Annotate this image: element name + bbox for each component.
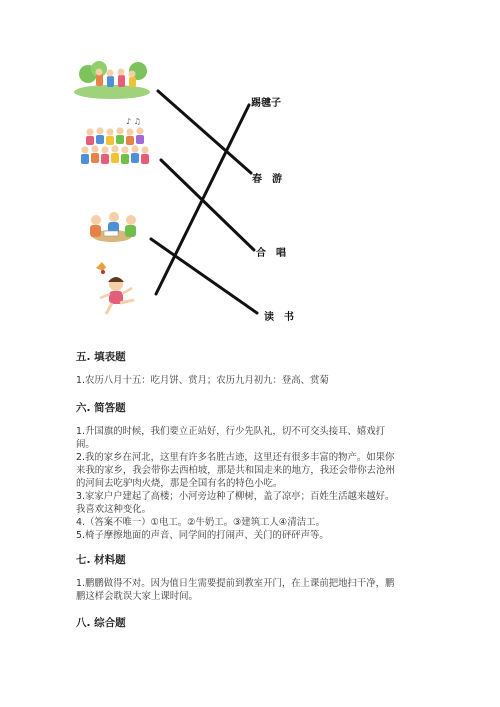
section5-title: 五. 填表题 xyxy=(76,351,126,363)
match-line-4 xyxy=(156,105,249,294)
label-reading: 读 书 xyxy=(264,312,294,323)
section5-answer: 1.农历八月十五：吃月饼、赏月；农历九月初九：登高、赏菊 xyxy=(76,375,329,386)
section6-line-4: 来我的家乡，我会带你去西柏坡，那是共和国走来的地方，我还会带你去沧州 xyxy=(76,465,395,476)
section7-line-2: 鹏这样会耽误大家上课时间。 xyxy=(76,591,198,602)
section6-line-5: 的河间去吃驴肉火烧，那是全国有名的特色小吃。 xyxy=(76,478,283,489)
label-shuttlecock: 踢毽子 xyxy=(251,98,281,109)
section6-line-7: 我喜欢这种变化。 xyxy=(76,504,152,515)
section6-line-2: 闹。 xyxy=(76,439,95,450)
match-line-3 xyxy=(151,239,257,313)
section6-line-3: 2.我的家乡在河北，这里有许多名胜古迹，这里还有很多丰富的物产。如果你 xyxy=(76,452,395,463)
section8-title: 八. 综合题 xyxy=(76,617,126,629)
children-choir-illustration xyxy=(81,117,149,164)
match-line-2 xyxy=(161,160,254,250)
children-reading-illustration xyxy=(90,212,136,242)
children-outing-illustration xyxy=(74,61,150,99)
section7-title: 七. 材料题 xyxy=(76,554,126,566)
matching-lines xyxy=(151,91,257,313)
girl-kicking-shuttlecock-illustration xyxy=(96,262,134,314)
section6-line-6: 3.家家户户建起了高楼；小河旁边种了柳树，盖了凉亭；百姓生活越来越好。 xyxy=(76,491,395,502)
section6-line-1: 1.升国旗的时候，我们要立正站好，行少先队礼，切不可交头接耳、嬉戏打 xyxy=(76,426,385,437)
section6-line-9: 5.椅子摩擦地面的声音、同学间的打闹声、关门的砰砰声等。 xyxy=(76,530,329,541)
label-spring-outing: 春 游 xyxy=(252,174,282,185)
section7-line-1: 1.鹏鹏做得不对。因为值日生需要提前到教室开门，在上课前把地扫干净，鹏 xyxy=(76,578,395,589)
label-choir: 合 唱 xyxy=(256,248,286,259)
section6-title: 六. 简答题 xyxy=(76,402,126,414)
section6-line-8: 4.（答案不唯一）①电工。②牛奶工。③建筑工人④清洁工。 xyxy=(76,517,325,528)
svg-text:♪ ♫: ♪ ♫ xyxy=(126,117,141,126)
matching-exercise xyxy=(0,0,500,340)
